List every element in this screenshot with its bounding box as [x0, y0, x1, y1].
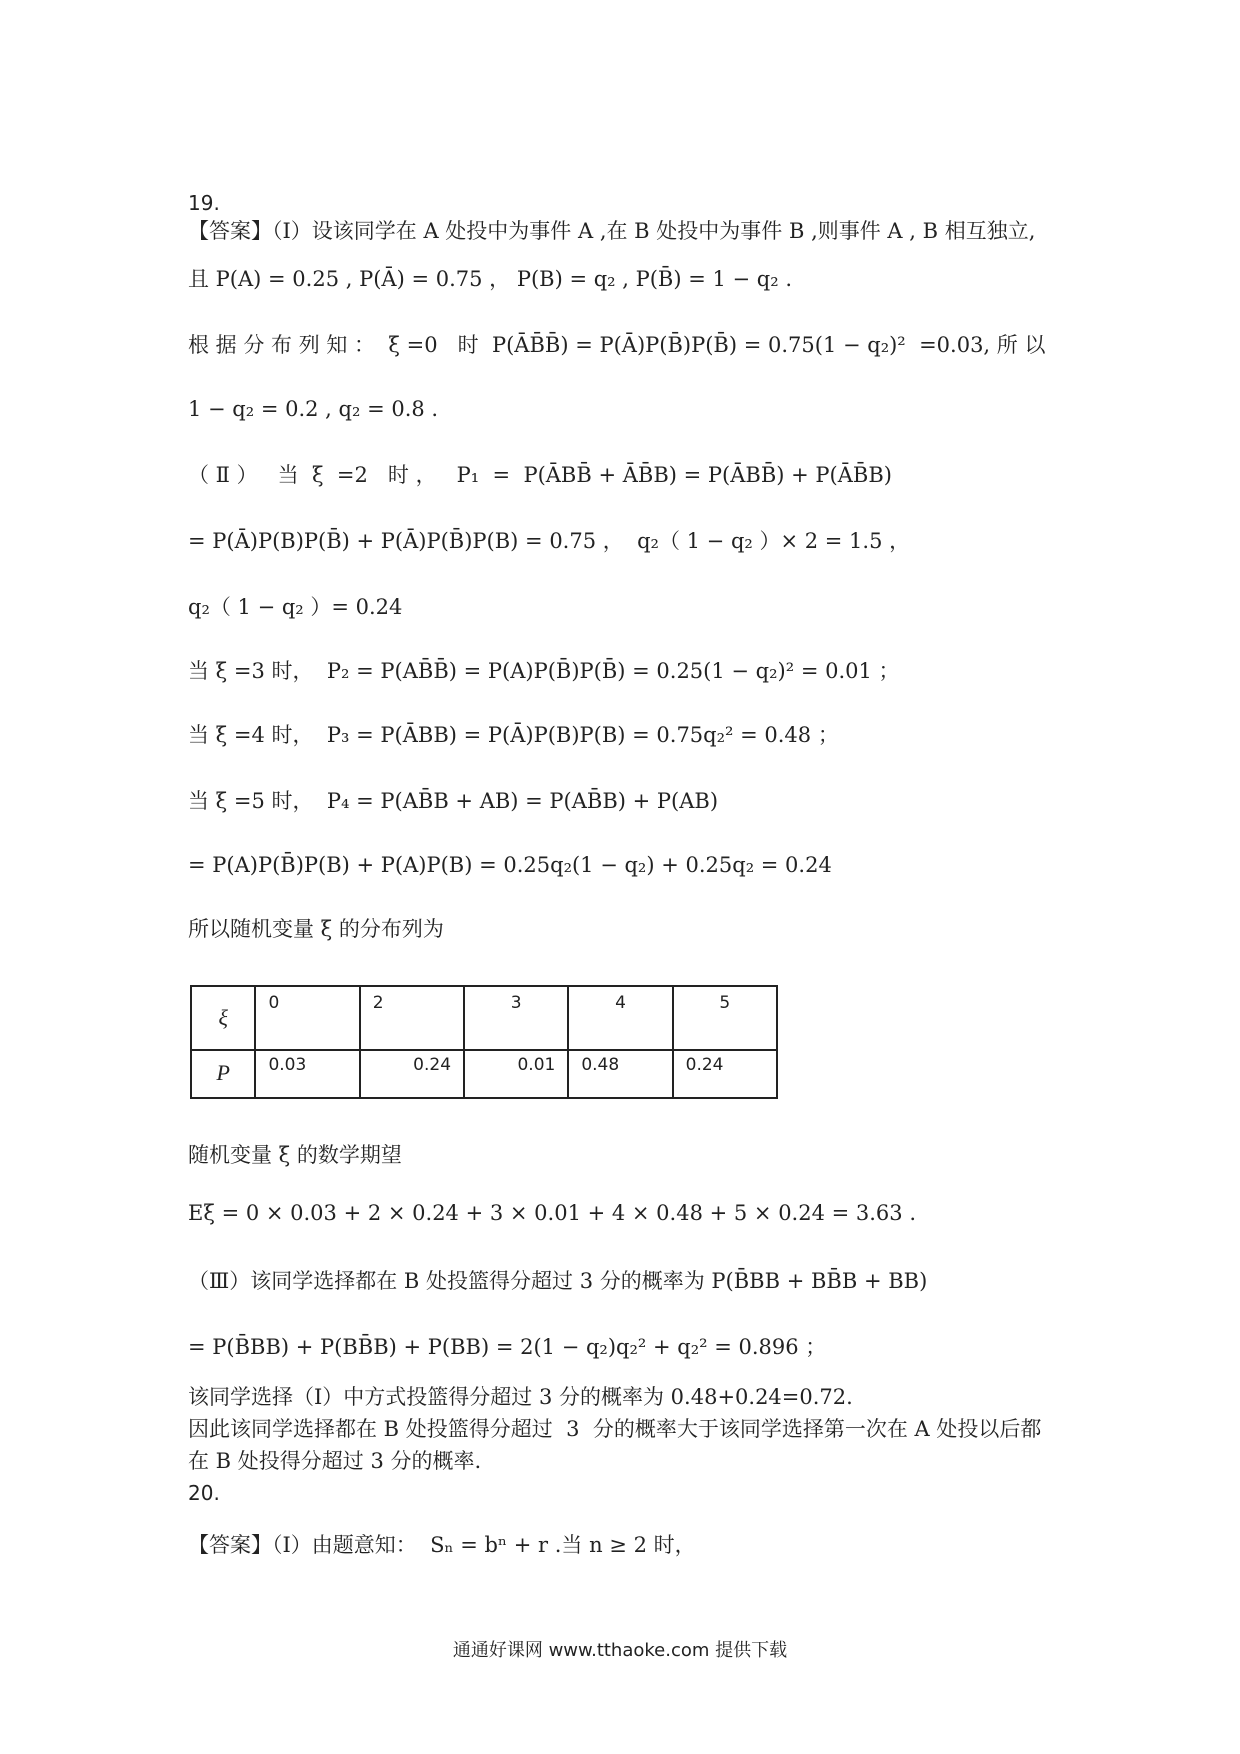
expectation-title: 随机变量 ξ 的数学期望: [188, 1143, 402, 1167]
expectation-formula: Eξ = 0 × 0.03 + 2 × 0.24 + 3 × 0.01 + 4 × 0.48 + 5 × 0.24 = 3.63 .: [188, 1201, 917, 1225]
problem-20-number: 20.: [188, 1481, 220, 1505]
table-cell: 2: [360, 986, 464, 1050]
table-cell: 0.24: [673, 1050, 777, 1098]
table-cell: 5: [673, 986, 777, 1050]
footer-credit: 通通好课网 www.tthaoke.com 提供下载: [452, 1640, 788, 1661]
answer-line-11: = P(A)P(B̄)P(B) + P(A)P(B) = 0.25q₂(1 − q₂) + 0.25q₂ = 0.24: [188, 853, 832, 877]
part3-line-5: 在 B 处投得分超过 3 分的概率.: [188, 1449, 482, 1473]
table-header-xi: ξ: [191, 986, 255, 1050]
answer-line-4: 1 − q₂ = 0.2 , q₂ = 0.8 .: [188, 397, 439, 421]
table-cell: 4: [568, 986, 672, 1050]
answer-line-10: 当 ξ =5 时， P₄ = P(AB̄B + AB) = P(AB̄B) + P(AB): [188, 789, 719, 813]
answer-line-7: q₂（ 1 − q₂ ）= 0.24: [188, 595, 403, 619]
answer-line-3: 根 据 分 布 列 知 ： ξ =0 时 P(ĀB̄B̄) = P(Ā)P(B̄)P(B̄) = 0.75(1 − q₂)² =0.03, 所 以: [188, 333, 1046, 357]
table-row: [191, 986, 777, 1050]
answer-line-8: 当 ξ =3 时， P₂ = P(AB̄B̄) = P(A)P(B̄)P(B̄) = 0.25(1 − q₂)² = 0.01 ；: [188, 659, 900, 683]
table-row: [191, 1050, 777, 1098]
answer-line-9: 当 ξ =4 时， P₃ = P(ĀBB) = P(Ā)P(B)P(B) = 0.75q₂² = 0.48 ；: [188, 723, 839, 747]
table-header-p: P: [191, 1050, 255, 1098]
part3-line-3: 该同学选择（I）中方式投篮得分超过 3 分的概率为 0.48+0.24=0.72.: [188, 1385, 853, 1409]
answer-line-12: 所以随机变量 ξ 的分布列为: [188, 917, 444, 941]
table-cell: 0.48: [568, 1050, 672, 1098]
answer-line-2: 且 P(A) = 0.25 , P(Ā) = 0.75 ， P(B) = q₂ , P(B̄) = 1 − q₂ .: [188, 267, 793, 291]
table-cell: 3: [464, 986, 568, 1050]
answer-line-5: （ Ⅱ ） 当 ξ =2 时 ， P₁ = P(ĀBB̄ + ĀB̄B) = P(ĀBB̄) + P(ĀB̄B): [188, 463, 892, 487]
part3-line-1: （Ⅲ）该同学选择都在 B 处投篮得分超过 3 分的概率为 P(B̄BB + BB̄B + BB): [188, 1269, 928, 1293]
part3-line-2: = P(B̄BB) + P(BB̄B) + P(BB) = 2(1 − q₂)q₂² + q₂² = 0.896 ；: [188, 1335, 827, 1359]
table-cell: 0.01: [464, 1050, 568, 1098]
part3-line-4: 因此该同学选择都在 B 处投篮得分超过 3 分的概率大于该同学选择第一次在 A 处投以后都: [188, 1417, 1042, 1441]
table-cell: 0.03: [255, 1050, 359, 1098]
problem-19-number: 19.: [188, 191, 220, 215]
answer-line-6: = P(Ā)P(B)P(B̄) + P(Ā)P(B̄)P(B) = 0.75 ， q₂（ 1 − q₂ ）× 2 = 1.5 ，: [188, 529, 911, 553]
distribution-table: [190, 985, 778, 1099]
table-cell: 0: [255, 986, 359, 1050]
problem-20-answer: 【答案】（I）由题意知： Sₙ = bⁿ + r .当 n ≥ 2 时，: [188, 1533, 696, 1557]
table-cell: 0.24: [360, 1050, 464, 1098]
answer-line-1: 【答案】（I）设该同学在 A 处投中为事件 A ,在 B 处投中为事件 B ,则事件 A , B 相互独立,: [188, 219, 1036, 243]
